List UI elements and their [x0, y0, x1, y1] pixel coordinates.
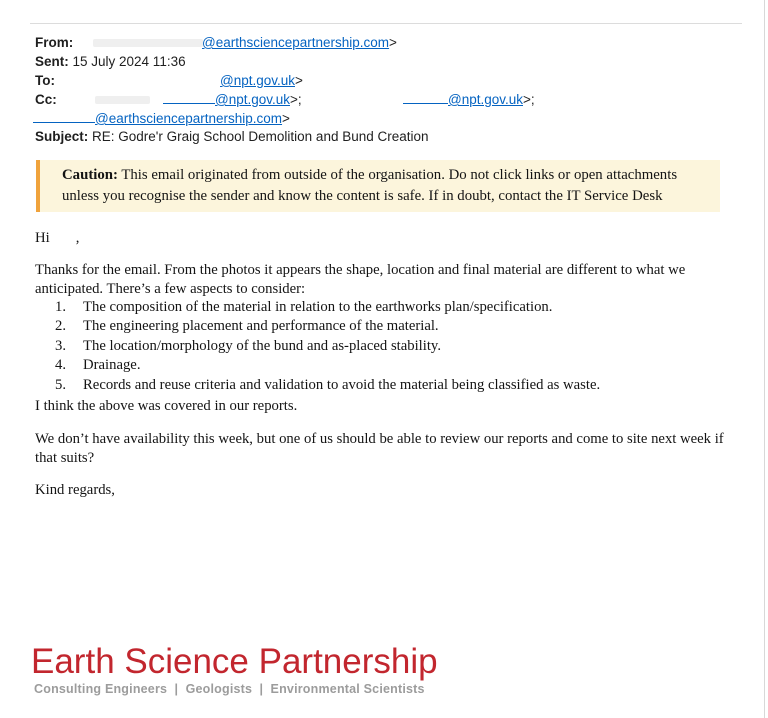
- subject-label: Subject:: [35, 129, 89, 144]
- greeting-comma: ,: [75, 230, 80, 246]
- header-row-from: [35, 33, 755, 52]
- paragraph-1: [35, 261, 685, 300]
- list-item-number: 5.: [55, 376, 67, 393]
- paragraph-2: I think the above was covered in our reports.: [35, 398, 298, 414]
- list-item-number: 3.: [55, 337, 67, 354]
- list-item-number: 4.: [55, 357, 67, 374]
- redacted-link-underline[interactable]: [403, 91, 448, 104]
- paragraph-3-line-1: We don’t have availability this week, but one of us should be able to review our reports and come to site next week if: [35, 431, 724, 447]
- cc-address-2: [403, 90, 535, 109]
- redaction-residue: [95, 96, 150, 104]
- header-row-cc: [35, 90, 755, 109]
- cc-suffix-2: >;: [523, 92, 535, 107]
- redacted-link-underline[interactable]: [163, 91, 215, 104]
- list-item-number: 1.: [55, 299, 67, 315]
- to-email-link[interactable]: @npt.gov.uk: [220, 73, 295, 88]
- caution-label: Caution:: [62, 167, 118, 183]
- list-item: [35, 337, 600, 356]
- closing: Kind regards,: [35, 482, 115, 498]
- sent-value: 15 July 2024 11:36: [68, 54, 186, 69]
- list-item-text: Drainage.: [83, 357, 141, 374]
- subject-value: RE: Godre'r Graig School Demolition and Bund Creation: [88, 129, 429, 144]
- cc-suffix-1: >;: [290, 92, 302, 107]
- to-label: To:: [35, 73, 55, 88]
- to-suffix: >: [295, 73, 303, 88]
- cc-address-1: [163, 90, 302, 109]
- list-item-text: The composition of the material in relation to the earthworks plan/specification.: [83, 299, 553, 315]
- header-row-to: [35, 71, 755, 90]
- company-logo: Earth Science Partnership: [31, 642, 438, 681]
- cc-email-link-3[interactable]: @earthsciencepartnership.com: [95, 111, 283, 126]
- list-item: [35, 298, 600, 317]
- cc-email-link-2[interactable]: @npt.gov.uk: [448, 92, 523, 107]
- from-label: From:: [35, 35, 74, 50]
- list-item: [35, 317, 600, 336]
- to-address: [220, 71, 303, 90]
- cc-label: Cc:: [35, 92, 57, 107]
- from-suffix: >: [389, 35, 397, 50]
- page-right-border: [764, 0, 765, 718]
- list-item-text: Records and reuse criteria and validation to avoid the material being classified as waste.: [83, 376, 601, 393]
- list-item-number: 2.: [55, 318, 67, 335]
- list-item: [35, 376, 600, 395]
- header-row-sent: [35, 52, 186, 71]
- caution-text-line2: unless you recognise the sender and know the content is safe. If in doubt, contact the IT Service Desk: [62, 187, 663, 204]
- header-divider: [30, 23, 742, 24]
- cc-suffix-3: >: [282, 111, 290, 126]
- numbered-list: [35, 298, 600, 395]
- list-item: [35, 356, 600, 375]
- redaction-residue: [93, 39, 203, 47]
- greeting: [35, 229, 79, 248]
- header-row-cc-wrap: [33, 109, 753, 128]
- list-item-text: The engineering placement and performance of the material.: [83, 318, 439, 335]
- caution-banner: [36, 160, 720, 212]
- paragraph-1-line-1: Thanks for the email. From the photos it appears the shape, location and final material are different to what we: [35, 262, 686, 278]
- paragraph-1-line-2: anticipated. There’s a few aspects to consider:: [35, 281, 306, 298]
- list-item-text: The location/morphology of the bund and as-placed stability.: [83, 337, 441, 354]
- cc-address-3: [33, 111, 290, 126]
- greeting-word: Hi: [35, 230, 50, 246]
- redacted-link-underline[interactable]: [33, 110, 95, 123]
- company-tagline: Consulting Engineers | Geologists | Environmental Scientists: [34, 682, 425, 696]
- cc-email-link-1[interactable]: @npt.gov.uk: [215, 92, 290, 107]
- header-row-subject: [35, 127, 429, 146]
- paragraph-3: [35, 430, 724, 469]
- from-email-link[interactable]: @earthsciencepartnership.com: [202, 35, 390, 50]
- paragraph-3-line-2: that suits?: [35, 450, 95, 467]
- from-address: [202, 33, 397, 52]
- caution-text-line1: This email originated from outside of the organisation. Do not click links or open attachments: [117, 167, 678, 183]
- sent-label: Sent:: [35, 54, 69, 69]
